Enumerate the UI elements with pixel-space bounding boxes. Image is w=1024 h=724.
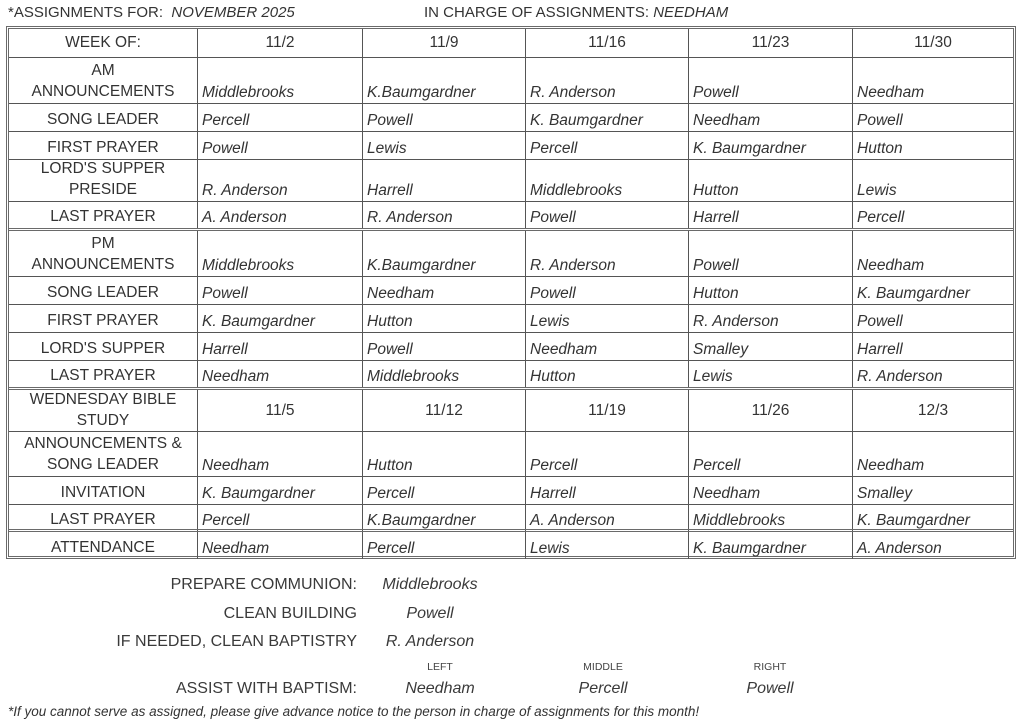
row-label	[9, 231, 198, 276]
assignee-cell: Needham	[857, 84, 925, 101]
assignee-cell: Percell	[526, 131, 689, 159]
am-row	[9, 201, 1013, 228]
assignee-cell: A. Anderson	[198, 201, 363, 228]
attendance-row	[9, 532, 1013, 559]
row-label-line: LORD'S SUPPER	[40, 160, 166, 177]
row-label-line: FIRST PRAYER	[47, 312, 159, 329]
assignee-cell: Powell	[363, 103, 526, 131]
assignee-cell: Percell	[857, 209, 905, 226]
prepare-communion-label: PREPARE COMMUNION:	[170, 576, 357, 593]
assignments-month-heading	[8, 4, 295, 21]
row-label-line: ATTENDANCE	[51, 539, 155, 556]
date-header-cell: 11/12	[363, 390, 526, 431]
prepare-communion-name: Middlebrooks	[382, 576, 478, 593]
assignee-cell: Powell	[857, 313, 903, 330]
row-label-line: ANNOUNCEMENTS &	[24, 435, 182, 452]
row-label-line: WEDNESDAY BIBLE	[29, 391, 177, 408]
assignee-cell: K. Baumgardner	[857, 285, 970, 302]
row-label	[9, 390, 198, 431]
row-label-line: SONG LEADER	[47, 456, 159, 473]
row-label-line: SONG LEADER	[47, 284, 159, 301]
assignee-cell: Percell	[198, 103, 363, 131]
wednesday-header-row	[9, 390, 1013, 432]
am-row	[9, 159, 1013, 202]
assignee-cell: Powell	[526, 276, 689, 304]
baptism-right-name: Powell	[746, 680, 794, 697]
row-label-line: LAST PRAYER	[50, 367, 156, 384]
row-label-line: PRESIDE	[68, 181, 138, 198]
row-label	[9, 504, 198, 531]
assignee-cell: K. Baumgardner	[198, 476, 363, 504]
row-label-line: LORD'S SUPPER	[40, 340, 166, 357]
row-label-line: AM	[91, 62, 115, 79]
clean-building-label: CLEAN BUILDING	[223, 605, 357, 622]
baptism-middle-name: Percell	[578, 680, 628, 697]
baptism-position-right: RIGHT	[753, 661, 787, 673]
row-label	[9, 304, 198, 332]
assignee-cell: Percell	[363, 532, 526, 559]
assignee-cell: R. Anderson	[363, 201, 526, 228]
date-header-cell: 11/23	[689, 29, 853, 57]
assignee-cell: A. Anderson	[526, 504, 689, 531]
pm-row	[9, 231, 1013, 277]
assignee-cell: Middlebrooks	[363, 360, 526, 387]
assignee-cell: Needham	[857, 457, 925, 474]
am-row	[9, 103, 1013, 132]
assignee-cell: Needham	[198, 431, 363, 476]
assignee-cell: Middlebrooks	[526, 159, 689, 201]
assignee-cell: Hutton	[857, 140, 903, 157]
footnote: *If you cannot serve as assigned, please give advance notice to the person in charge of assignments for this month!	[8, 704, 700, 719]
row-label-line: INVITATION	[60, 484, 146, 501]
assignee-cell: Needham	[198, 360, 363, 387]
assignee-cell: Percell	[526, 431, 689, 476]
date-header-cell: 11/19	[526, 390, 689, 431]
assignee-cell: Hutton	[689, 276, 853, 304]
row-label	[9, 476, 198, 504]
pm-row	[9, 304, 1013, 333]
row-label-line: STUDY	[76, 412, 130, 429]
assignee-cell: Middlebrooks	[198, 57, 363, 103]
assignee-cell: Needham	[689, 103, 853, 131]
assignee-cell: Powell	[198, 276, 363, 304]
assist-baptism-label: ASSIST WITH BAPTISM:	[175, 680, 357, 697]
assignee-cell: Lewis	[689, 360, 853, 387]
assignee-cell: Powell	[363, 332, 526, 360]
assignee-cell: K.Baumgardner	[363, 231, 526, 276]
row-label-line: PM	[91, 235, 115, 252]
assignments-label: *ASSIGNMENTS FOR:	[8, 4, 164, 21]
clean-baptistry-label: IF NEEDED, CLEAN BAPTISTRY	[116, 633, 357, 650]
assignee-cell: K. Baumgardner	[689, 532, 853, 559]
assignee-cell: K. Baumgardner	[857, 512, 970, 529]
assignee-cell: Percell	[198, 504, 363, 531]
row-label	[9, 131, 198, 159]
row-label-line: ANNOUNCEMENTS	[31, 83, 175, 100]
pm-row	[9, 332, 1013, 361]
assignee-cell: R. Anderson	[198, 159, 363, 201]
in-charge-label: IN CHARGE OF ASSIGNMENTS:	[424, 4, 650, 21]
assignee-cell: Harrell	[363, 159, 526, 201]
assignee-cell: Hutton	[526, 360, 689, 387]
assignee-cell: Hutton	[689, 159, 853, 201]
assignee-cell: Hutton	[363, 431, 526, 476]
date-header-cell: 11/5	[198, 390, 363, 431]
assignee-cell: Lewis	[363, 131, 526, 159]
row-label-line: SONG LEADER	[47, 111, 159, 128]
date-header-cell: 11/16	[526, 29, 689, 57]
assignee-cell: A. Anderson	[857, 540, 942, 557]
assignee-cell: Harrell	[689, 201, 853, 228]
clean-building-name: Powell	[406, 605, 454, 622]
baptism-position-left: LEFT	[427, 661, 453, 673]
in-charge-heading	[424, 4, 728, 21]
wednesday-row	[9, 476, 1013, 505]
row-label	[9, 360, 198, 387]
row-label	[9, 29, 198, 57]
assignee-cell: K. Baumgardner	[689, 131, 853, 159]
row-label	[9, 276, 198, 304]
wednesday-section	[9, 387, 1013, 532]
assignee-cell: Needham	[526, 332, 689, 360]
row-label	[9, 103, 198, 131]
row-label	[9, 431, 198, 476]
assignee-cell: Lewis	[526, 532, 689, 559]
row-label-line: ANNOUNCEMENTS	[31, 256, 175, 273]
am-row	[9, 57, 1013, 104]
assignee-cell: Percell	[363, 476, 526, 504]
assignee-cell: Hutton	[363, 304, 526, 332]
row-label-line: LAST PRAYER	[50, 208, 156, 225]
row-label	[9, 332, 198, 360]
row-label-line: LAST PRAYER	[50, 511, 156, 528]
assignee-cell: K.Baumgardner	[363, 57, 526, 103]
baptism-left-name: Needham	[405, 680, 475, 697]
date-header-cell: 11/30	[914, 34, 952, 51]
assignee-cell: Powell	[198, 131, 363, 159]
row-label	[9, 201, 198, 228]
in-charge-value: NEEDHAM	[653, 4, 729, 21]
pm-row	[9, 276, 1013, 305]
assignee-cell: Smalley	[857, 485, 913, 502]
assignee-cell: Harrell	[857, 341, 903, 358]
assignee-cell: Needham	[198, 532, 363, 559]
assignee-cell: K. Baumgardner	[526, 103, 689, 131]
month-value: NOVEMBER 2025	[171, 4, 295, 21]
assignee-cell: Powell	[526, 201, 689, 228]
row-label	[9, 57, 198, 103]
assignee-cell: R. Anderson	[526, 57, 689, 103]
assignee-cell: Lewis	[526, 304, 689, 332]
date-header-cell: 11/9	[363, 29, 526, 57]
date-header-cell: 12/3	[917, 401, 949, 419]
pm-row	[9, 360, 1013, 387]
wednesday-row	[9, 431, 1013, 477]
assignee-cell: K. Baumgardner	[198, 304, 363, 332]
assignee-cell: Harrell	[526, 476, 689, 504]
assignee-cell: Powell	[689, 57, 853, 103]
assignee-cell: Needham	[689, 476, 853, 504]
week-of-header-row	[9, 29, 1013, 58]
assignee-cell: Powell	[689, 231, 853, 276]
row-label-line: FIRST PRAYER	[47, 139, 159, 156]
date-header-cell: 11/26	[689, 390, 853, 431]
assignee-cell: Harrell	[198, 332, 363, 360]
sunday-am-section	[9, 29, 1013, 228]
am-row	[9, 131, 1013, 160]
assignee-cell: Needham	[363, 276, 526, 304]
assignee-cell: Middlebrooks	[689, 504, 853, 531]
assignee-cell: R. Anderson	[689, 304, 853, 332]
row-label	[9, 159, 198, 201]
sunday-pm-section	[9, 228, 1013, 390]
assignee-cell: Lewis	[857, 182, 897, 199]
assignee-cell: R. Anderson	[857, 368, 943, 385]
assignee-cell: Powell	[857, 112, 903, 129]
wednesday-row	[9, 504, 1013, 531]
week-of-label: WEEK OF:	[65, 34, 141, 51]
assignee-cell: Percell	[689, 431, 853, 476]
assignments-table	[6, 26, 1016, 559]
row-label	[9, 532, 198, 559]
baptism-position-middle: MIDDLE	[583, 661, 623, 673]
assignee-cell: Needham	[857, 257, 925, 274]
attendance-section	[9, 529, 1013, 559]
clean-baptistry-name: R. Anderson	[385, 633, 475, 650]
assignee-cell: K.Baumgardner	[363, 504, 526, 531]
date-header-cell: 11/2	[198, 29, 363, 57]
assignee-cell: Smalley	[689, 332, 853, 360]
assignee-cell: Middlebrooks	[198, 231, 363, 276]
assignee-cell: R. Anderson	[526, 231, 689, 276]
